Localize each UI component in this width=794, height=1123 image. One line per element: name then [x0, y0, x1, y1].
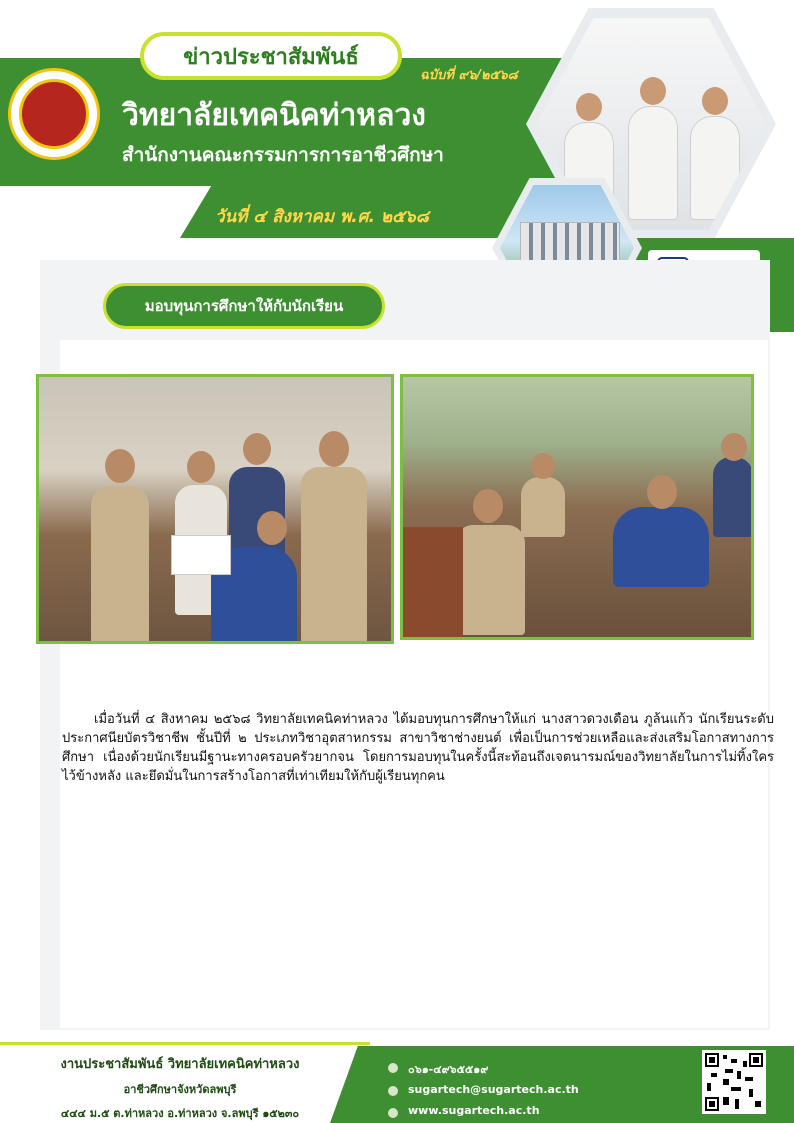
person-figure — [521, 477, 565, 537]
office-name: สำนักงานคณะกรรมการการอาชีวศึกษา — [122, 144, 444, 166]
executive-figure — [628, 106, 678, 220]
qr-code[interactable] — [702, 1050, 766, 1114]
person-figure — [713, 457, 753, 537]
footer-divider — [0, 1042, 370, 1045]
footer-province: อาชีวศึกษาจังหวัดลพบุรี — [123, 1083, 237, 1096]
news-paragraph: เมื่อวันที่ ๔ สิงหาคม ๒๕๖๘ วิทยาลัยเทคนิคท่าหลวง ได้มอบทุนการศึกษาให้แก่ นางสาวดวงเดือน ภูล้นแก้ว นักเรียนระดับประกาศนียบัตรวิชาชีพ ชั้นปีที่ ๒ ประเภทวิชาอุตสาหกรรม สาขาวิชาช่างยนต์ เพื่อเป็นการช่วยเหลือและส่งเสริมโอกาสทางการศึกษา เนื่องด้วยนักเรียนมีฐานะทางครอบครัวยากจน โดยการมอบทุนในครั้งนี้สะท้อนถึงเจตนารมณ์ของวิทยาลัยในการไม่ทิ้งใครไว้ข้างหลัง และยึดมั่นในการสร้างโอกาสที่เท่าเทียมให้กับผู้เรียนทุกคน — [62, 712, 774, 784]
event-photo-1 — [36, 374, 394, 644]
footer-phone: ๐๖๑-๔๙๖๕๕๑๙ — [408, 1063, 489, 1076]
person-figure — [301, 467, 367, 644]
college-logo — [8, 68, 100, 160]
newsletter-title: ข่าวประชาสัมพันธ์ — [140, 32, 402, 80]
issue-number: ฉบับที่ ๙๖/๒๕๖๘ — [420, 68, 518, 83]
person-figure — [91, 487, 149, 644]
issue-date: วันที่ ๔ สิงหาคม พ.ศ. ๒๕๖๘ — [215, 207, 429, 227]
person-figure — [613, 507, 709, 587]
footer-address: ๔๔๔ ม.๕ ต.ท่าหลวง อ.ท่าหลวง จ.ลพบุรี ๑๕๒๓๐ — [60, 1107, 300, 1120]
qr-code-icon — [705, 1053, 763, 1111]
news-body — [62, 710, 774, 786]
footer-email[interactable]: sugartech@sugartech.ac.th — [408, 1083, 579, 1096]
event-photo-2 — [400, 374, 754, 640]
phone-icon — [388, 1063, 398, 1073]
footer-website[interactable]: www.sugartech.ac.th — [408, 1104, 540, 1117]
person-figure — [455, 525, 525, 635]
footer-department: งานประชาสัมพันธ์ วิทยาลัยเทคนิคท่าหลวง — [60, 1057, 300, 1072]
college-name: วิทยาลัยเทคนิคท่าหลวง — [122, 98, 426, 133]
email-icon — [388, 1086, 398, 1096]
college-seal-icon — [19, 79, 89, 149]
sofa — [403, 527, 463, 640]
globe-icon — [388, 1108, 398, 1118]
section-title: มอบทุนการศึกษาให้กับนักเรียน — [103, 283, 385, 329]
scholarship-envelope — [171, 535, 231, 575]
